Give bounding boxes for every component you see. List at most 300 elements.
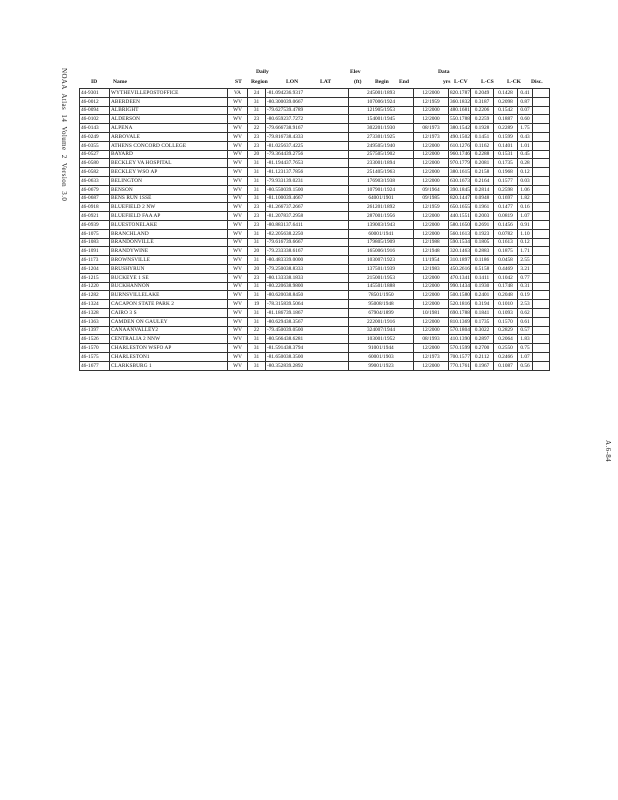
l-cv-cell: 0.2158 — [471, 168, 494, 177]
discordancy-cell — [533, 89, 550, 98]
region-cell: 31 — [248, 291, 266, 300]
header-lon: LON — [286, 79, 299, 85]
end-date-cell: 12/1959 — [414, 203, 449, 212]
station-name-cell: BELINGTON — [110, 176, 228, 185]
l-cv-cell: 0.2814 — [471, 185, 494, 194]
header-lck: L-CK — [507, 79, 521, 85]
l-cs-cell: 0.0782 — [494, 229, 518, 238]
elev-begin-cell: 251405/1963 — [349, 168, 414, 177]
l-ck-cell: 2.53 — [518, 300, 533, 309]
end-date-cell: 12/1983 — [414, 264, 449, 273]
l-ck-cell: 2.55 — [518, 256, 533, 265]
l-cv-cell: 0.2112 — [471, 352, 494, 361]
station-id-cell: 46-1575 — [80, 352, 110, 361]
discordancy-cell — [533, 132, 550, 141]
station-id-cell: 46-1083 — [80, 238, 110, 247]
table-row — [80, 344, 550, 353]
elev-begin-cell: 95008/1948 — [349, 300, 414, 309]
end-date-cell: 12/2000 — [414, 168, 449, 177]
l-cv-cell: 0.0948 — [471, 194, 494, 203]
header-st: ST — [235, 79, 242, 85]
station-name-cell: BRANCHLAND — [110, 229, 228, 238]
lon-lat-cell: -81.591438.3794 — [266, 344, 349, 353]
l-cv-cell: 0.1967 — [471, 361, 494, 370]
station-id-cell: 46-0094 — [80, 106, 110, 115]
lon-lat-cell: -79.233338.6167 — [266, 247, 349, 256]
l-cs-cell: 0.1968 — [494, 168, 518, 177]
l-cv-cell: 0.2288 — [471, 150, 494, 159]
l-cs-cell: 0.1531 — [494, 150, 518, 159]
header-begin: Begin — [375, 79, 389, 85]
header-lat: LAT — [320, 79, 332, 85]
l-cs-cell: 0.2550 — [494, 344, 518, 353]
station-name-cell: CACAPON STATE PARK 2 — [110, 300, 228, 309]
region-cell: 31 — [248, 168, 266, 177]
lon-lat-cell: -80.566438.6281 — [266, 335, 349, 344]
state-cell: WV — [228, 264, 248, 273]
l-cv-cell: 0.1411 — [471, 273, 494, 282]
l-cv-cell: 0.2049 — [471, 89, 494, 98]
region-cell: 31 — [248, 97, 266, 106]
station-name-cell: ARBOVALE — [110, 132, 228, 141]
table-row — [80, 97, 550, 106]
l-cs-cell: 0.1613 — [494, 238, 518, 247]
station-id-cell: 46-0249 — [80, 132, 110, 141]
l-ck-cell: 0.12 — [518, 168, 533, 177]
header-region: Region — [251, 79, 268, 85]
elev-begin-cell: 179805/1909 — [349, 238, 414, 247]
table-row — [80, 273, 550, 282]
years-data-cell: 650.1655 — [450, 204, 470, 211]
table-row — [80, 106, 550, 115]
lon-lat-cell: -81.094236.9317 — [266, 89, 349, 98]
l-cs-cell: 0.2289 — [494, 124, 518, 133]
l-ck-cell: 0.28 — [518, 159, 533, 168]
region-cell: 23 — [248, 212, 266, 221]
years-data-cell: 500.1580 — [450, 292, 470, 299]
discordancy-cell — [533, 212, 550, 221]
header-yrs: yrs — [443, 79, 451, 85]
l-cs-cell: 0.1093 — [494, 308, 518, 317]
years-data-cell: 770.1761 — [450, 362, 470, 369]
l-ck-cell: 0.56 — [518, 361, 533, 370]
state-cell: WV — [228, 300, 248, 309]
l-cs-cell: 0.2466 — [494, 352, 518, 361]
years-data-cell: 590.1534 — [450, 239, 470, 246]
years-data-cell: 630.1673 — [450, 177, 470, 184]
discordancy-cell — [533, 238, 550, 247]
years-data-cell: 310.1897 — [450, 257, 470, 264]
station-id-cell: 46-1324 — [80, 300, 110, 309]
years-data-cell: 380.1542 — [450, 125, 470, 132]
years-data-cell: 820.1447 — [450, 195, 470, 202]
years-data-cell: 820.1787 — [450, 89, 470, 96]
table-row — [80, 282, 550, 291]
l-cs-cell: 0.1577 — [494, 176, 518, 185]
l-cs-cell: 0.1010 — [494, 300, 518, 309]
l-ck-cell: 0.57 — [518, 326, 533, 335]
end-date-cell: 12/2000 — [414, 220, 449, 229]
station-id-cell: 44-9301 — [80, 89, 110, 98]
region-cell: 20 — [248, 150, 266, 159]
table-row — [80, 352, 550, 361]
l-cs-cell: 0.1042 — [494, 273, 518, 282]
l-ck-cell: 0.41 — [518, 89, 533, 98]
station-id-cell: 46-1526 — [80, 335, 110, 344]
l-cs-cell: 0.1599 — [494, 132, 518, 141]
region-cell: 19 — [248, 300, 266, 309]
l-cv-cell: 0.2401 — [471, 291, 494, 300]
discordancy-cell — [533, 256, 550, 265]
l-cv-cell: 0.2164 — [471, 176, 494, 185]
l-cs-cell: 0.2048 — [494, 291, 518, 300]
end-date-cell: 12/2000 — [414, 361, 449, 370]
lon-lat-cell: -79.616739.6667 — [266, 238, 349, 247]
years-data-cell: 450.2616 — [450, 265, 470, 272]
station-id-cell: 46-1570 — [80, 344, 110, 353]
l-cv-cell: 0.2206 — [471, 106, 494, 115]
region-cell: 31 — [248, 229, 266, 238]
end-date-cell: 12/2000 — [414, 326, 449, 335]
years-data-cell: 360.1832 — [450, 98, 470, 105]
end-date-cell: 12/1973 — [414, 132, 449, 141]
header-daily: Daily — [256, 69, 269, 75]
end-date-cell: 12/2000 — [414, 141, 449, 150]
l-cv-cell: 0.3187 — [471, 97, 494, 106]
lon-lat-cell: -79.666738.9167 — [266, 124, 349, 133]
state-cell: WV — [228, 97, 248, 106]
table-row — [80, 168, 550, 177]
station-name-cell: CLARKSBURG 1 — [110, 361, 228, 370]
l-cs-cell: 0.2098 — [494, 97, 518, 106]
station-id-cell: 46-1363 — [80, 317, 110, 326]
l-cv-cell: 0.1735 — [471, 317, 494, 326]
table-row — [80, 212, 550, 221]
discordancy-cell — [533, 159, 550, 168]
discordancy-cell — [533, 115, 550, 124]
elev-begin-cell: 64001/1901 — [349, 194, 414, 203]
station-table — [79, 88, 550, 371]
discordancy-cell — [533, 317, 550, 326]
elev-begin-cell: 107006/1924 — [349, 97, 414, 106]
l-ck-cell: 0.75 — [518, 344, 533, 353]
station-name-cell: BUCKHANNON — [110, 282, 228, 291]
l-ck-cell: 1.82 — [518, 194, 533, 203]
station-id-cell: 46-1282 — [80, 291, 110, 300]
lon-lat-cell: -79.250038.8333 — [266, 264, 349, 273]
discordancy-cell — [533, 247, 550, 256]
state-cell: WV — [228, 238, 248, 247]
years-data-cell: 320.1463 — [450, 248, 470, 255]
state-cell: WV — [228, 352, 248, 361]
years-data-cell: 380.1615 — [450, 169, 470, 176]
region-cell: 31 — [248, 176, 266, 185]
region-cell: 20 — [248, 247, 266, 256]
l-ck-cell: 0.62 — [518, 308, 533, 317]
l-ck-cell: 0.60 — [518, 115, 533, 124]
l-ck-cell: 0.61 — [518, 317, 533, 326]
end-date-cell: 12/2000 — [414, 212, 449, 221]
state-cell: WV — [228, 361, 248, 370]
table-row — [80, 150, 550, 159]
elev-begin-cell: 324007/1944 — [349, 326, 414, 335]
region-cell: 22 — [248, 124, 266, 133]
elev-begin-cell: 215001/1953 — [349, 273, 414, 282]
discordancy-cell — [533, 203, 550, 212]
elev-begin-cell: 107901/1924 — [349, 185, 414, 194]
station-name-cell: BLUESTONELAKE — [110, 220, 228, 229]
region-cell: 23 — [248, 220, 266, 229]
lon-lat-cell: -81.186739.1867 — [266, 308, 349, 317]
state-cell: WV — [228, 273, 248, 282]
l-cv-cell: 0.1930 — [471, 282, 494, 291]
elev-begin-cell: 233001/1894 — [349, 159, 414, 168]
elev-begin-cell: 176903/1938 — [349, 176, 414, 185]
table-header — [79, 67, 549, 88]
l-ck-cell: 1.07 — [518, 352, 533, 361]
years-data-cell: 490.1502 — [450, 133, 470, 140]
l-cv-cell: 0.2897 — [471, 335, 494, 344]
end-date-cell: 12/2000 — [414, 282, 449, 291]
lon-lat-cell: -81.266737.2667 — [266, 203, 349, 212]
region-cell: 31 — [248, 361, 266, 370]
region-cell: 22 — [248, 326, 266, 335]
l-ck-cell: 0.16 — [518, 203, 533, 212]
discordancy-cell — [533, 168, 550, 177]
station-id-cell: 46-1677 — [80, 361, 110, 370]
l-cv-cell: 0.1841 — [471, 308, 494, 317]
station-name-cell: CENTRALIA 2 NNW — [110, 335, 228, 344]
lon-lat-cell: -80.133338.1833 — [266, 273, 349, 282]
region-cell: 31 — [248, 238, 266, 247]
years-data-cell: 570.1599 — [450, 345, 470, 351]
l-cs-cell: 0.1735 — [494, 159, 518, 168]
years-data-cell: 810.1369 — [450, 318, 470, 325]
station-name-cell: WYTHEVILLEPOSTOFFICE — [110, 89, 228, 98]
lon-lat-cell: -81.194437.7653 — [266, 159, 349, 168]
state-cell: WV — [228, 335, 248, 344]
lon-lat-cell: -82.205638.2250 — [266, 229, 349, 238]
region-cell: 31 — [248, 317, 266, 326]
state-cell: WV — [228, 229, 248, 238]
station-id-cell: 46-0580 — [80, 159, 110, 168]
table-row — [80, 194, 550, 203]
table-row — [80, 203, 550, 212]
l-cv-cell: 0.1961 — [471, 203, 494, 212]
l-cs-cell: 0.2829 — [494, 326, 518, 335]
region-cell: 31 — [248, 344, 266, 353]
l-cv-cell: 0.1923 — [471, 229, 494, 238]
l-cs-cell: 0.1401 — [494, 141, 518, 150]
station-name-cell: CAMDEN ON GAULEY — [110, 317, 228, 326]
state-cell: WV — [228, 168, 248, 177]
header-elev: Elev — [350, 69, 361, 75]
table-row — [80, 361, 550, 370]
state-cell: WV — [228, 159, 248, 168]
state-cell: VA — [228, 89, 248, 98]
years-data-cell: 960.1746 — [450, 151, 470, 158]
years-data-cell: 610.1276 — [450, 142, 470, 149]
state-cell: WV — [228, 124, 248, 133]
elev-begin-cell: 78501/1950 — [349, 291, 414, 300]
l-ck-cell: 0.87 — [518, 97, 533, 106]
station-name-cell: BLUEFIELD FAA AP — [110, 212, 228, 221]
station-name-cell: BURNSVILLELAKE — [110, 291, 228, 300]
elev-begin-cell: 165006/1916 — [349, 247, 414, 256]
lon-lat-cell: -79.364439.2756 — [266, 150, 349, 159]
discordancy-cell — [533, 344, 550, 353]
lon-lat-cell: -79.450039.0500 — [266, 326, 349, 335]
years-data-cell: 560.1613 — [450, 230, 470, 237]
station-name-cell: ALDERSON — [110, 115, 228, 124]
state-cell: WV — [228, 115, 248, 124]
l-cv-cell: 0.5158 — [471, 264, 494, 273]
l-cs-cell: 0.0458 — [494, 256, 518, 265]
station-name-cell: BROWNSVILLE — [110, 256, 228, 265]
station-name-cell: BAYARD — [110, 150, 228, 159]
table-row — [80, 132, 550, 141]
l-cv-cell: 0.3194 — [471, 300, 494, 309]
years-data-cell: 570.1804 — [450, 327, 470, 334]
region-cell: 23 — [248, 132, 266, 141]
lon-lat-cell: -78.315839.5064 — [266, 300, 349, 309]
station-id-cell: 46-0687 — [80, 194, 110, 203]
state-cell: WV — [228, 194, 248, 203]
region-cell: 31 — [248, 194, 266, 203]
station-name-cell: BECKLEY WSO AP — [110, 168, 228, 177]
l-cs-cell: 0.1477 — [494, 203, 518, 212]
l-cv-cell: 0.1805 — [471, 238, 494, 247]
table-row — [80, 141, 550, 150]
state-cell: WV — [228, 344, 248, 353]
end-date-cell: 12/2000 — [414, 106, 449, 115]
station-name-cell: BRANDYWINE — [110, 247, 228, 256]
discordancy-cell — [533, 229, 550, 238]
l-ck-cell: 0.03 — [518, 176, 533, 185]
discordancy-cell — [533, 141, 550, 150]
header-end: End — [399, 79, 409, 85]
l-ck-cell: 0.77 — [518, 273, 533, 282]
l-cv-cell: 0.2003 — [471, 212, 494, 221]
table-row — [80, 326, 550, 335]
l-cs-cell: 0.1542 — [494, 106, 518, 115]
end-date-cell: 12/2000 — [414, 317, 449, 326]
lon-lat-cell: -81.100039.4667 — [266, 194, 349, 203]
region-cell: 23 — [248, 141, 266, 150]
years-data-cell: 690.1788 — [450, 309, 470, 316]
station-id-cell: 46-0633 — [80, 176, 110, 185]
state-cell: WV — [228, 141, 248, 150]
discordancy-cell — [533, 97, 550, 106]
table-row — [80, 159, 550, 168]
elev-begin-cell: 145501/1888 — [349, 282, 414, 291]
state-cell: WV — [228, 185, 248, 194]
lon-lat-cell: -80.550039.1500 — [266, 185, 349, 194]
discordancy-cell — [533, 220, 550, 229]
l-ck-cell: 0.31 — [518, 282, 533, 291]
station-name-cell: BUCKEYE 1 SE — [110, 273, 228, 282]
discordancy-cell — [533, 335, 550, 344]
discordancy-cell — [533, 282, 550, 291]
years-data-cell: 550.1788 — [450, 116, 470, 123]
l-cs-cell: 0.1456 — [494, 220, 518, 229]
state-cell: WV — [228, 212, 248, 221]
region-cell: 23 — [248, 203, 266, 212]
page-number: A.6-84 — [604, 440, 612, 463]
end-date-cell: 12/2000 — [414, 291, 449, 300]
station-id-cell: 46-1204 — [80, 264, 110, 273]
station-id-cell: 46-0582 — [80, 168, 110, 177]
l-ck-cell: 1.71 — [518, 247, 533, 256]
l-cv-cell: 0.1162 — [471, 141, 494, 150]
discordancy-cell — [533, 106, 550, 115]
discordancy-cell — [533, 326, 550, 335]
years-data-cell: 390.1845 — [450, 186, 470, 193]
station-id-cell: 46-0012 — [80, 97, 110, 106]
l-ck-cell: 0.91 — [518, 220, 533, 229]
state-cell: WV — [228, 308, 248, 317]
table-row — [80, 124, 550, 133]
discordancy-cell — [533, 185, 550, 194]
state-cell: WV — [228, 106, 248, 115]
l-cv-cell: 0.2691 — [471, 220, 494, 229]
end-date-cell: 12/2000 — [414, 273, 449, 282]
l-ck-cell: 1.83 — [518, 335, 533, 344]
station-table-sheet — [79, 67, 549, 371]
l-cv-cell: 0.1928 — [471, 124, 494, 133]
discordancy-cell — [533, 150, 550, 159]
table-row — [80, 291, 550, 300]
station-id-cell: 46-1220 — [80, 282, 110, 291]
header-id: ID — [91, 79, 98, 85]
station-id-cell: 46-0143 — [80, 124, 110, 133]
end-date-cell: 12/2000 — [414, 159, 449, 168]
discordancy-cell — [533, 194, 550, 203]
lon-lat-cell: -80.883137.6411 — [266, 220, 349, 229]
station-id-cell: 46-1328 — [80, 308, 110, 317]
lon-lat-cell: -80.659237.7272 — [266, 115, 349, 124]
end-date-cell: 12/2000 — [414, 115, 449, 124]
l-ck-cell: 1.07 — [518, 212, 533, 221]
years-data-cell: 520.1816 — [450, 301, 470, 308]
region-cell: 31 — [248, 185, 266, 194]
region-cell: 31 — [248, 335, 266, 344]
l-ck-cell: 3.21 — [518, 264, 533, 273]
station-name-cell: ALBRIGHT — [110, 106, 228, 115]
l-ck-cell: 1.01 — [518, 141, 533, 150]
elev-begin-cell: 67904/1899 — [349, 308, 414, 317]
elev-begin-cell: 99001/1923 — [349, 361, 414, 370]
elev-begin-cell: 302201/1930 — [349, 124, 414, 133]
discordancy-cell — [533, 273, 550, 282]
header-disc: Disc. — [531, 79, 543, 85]
l-cs-cell: 0.1887 — [494, 115, 518, 124]
elev-begin-cell: 121905/1953 — [349, 106, 414, 115]
table-row — [80, 308, 550, 317]
lon-lat-cell: -80.483339.0000 — [266, 256, 349, 265]
station-name-cell: CANAANVALLEY2 — [110, 326, 228, 335]
elev-begin-cell: 287001/1956 — [349, 212, 414, 221]
l-ck-cell: 1.75 — [518, 124, 533, 133]
lon-lat-cell: -81.025637.4225 — [266, 141, 349, 150]
end-date-cell: 12/2000 — [414, 89, 449, 98]
station-id-cell: 46-0527 — [80, 150, 110, 159]
end-date-cell: 12/2000 — [414, 150, 449, 159]
station-name-cell: ATHENS CONCORD COLLEGE — [110, 141, 228, 150]
lon-lat-cell: -80.620038.8450 — [266, 291, 349, 300]
end-date-cell: 12/1959 — [414, 97, 449, 106]
region-cell: 23 — [248, 115, 266, 124]
